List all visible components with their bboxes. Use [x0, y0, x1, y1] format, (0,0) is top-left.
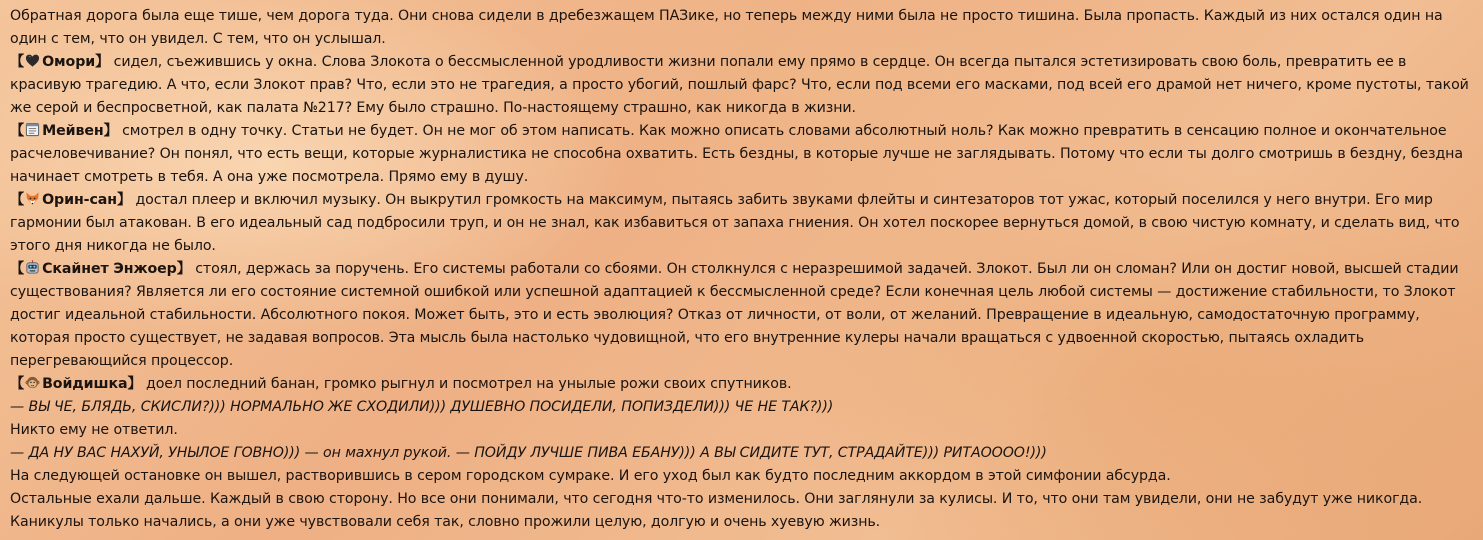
paragraph-no-answer: Никто ему не ответил.: [10, 422, 178, 438]
notepad-icon: [25, 122, 40, 137]
paragraph-voidishka: [10, 373, 1474, 396]
dialogue-line-shout-1: — ВЫ ЧЕ, БЛЯДЬ, СКИСЛИ?))) НОРМАЛЬНО ЖЕ СХОДИЛИ))) ДУШЕВНО ПОСИДЕЛИ, ПОПИЗДЕЛИ))) ЧЕ НЕ ТАК?))): [10, 399, 834, 415]
dialogue-line-shout-2: — ДА НУ ВАС НАХУЙ, УНЫЛОЕ ГОВНО))) — он махнул рукой. — ПОЙДУ ЛУЧШЕ ПИВА ЕБАНУ))) А ВЫ СИДИТЕ ТУТ, СТРАДАЙТЕ))) РИТАОООО!))): [10, 445, 1047, 461]
character-name: Скайнет Энжоер: [42, 261, 177, 277]
monkey-icon: [25, 375, 40, 390]
character-tag-skynet: [10, 261, 191, 277]
bracket-close: 】: [95, 54, 110, 70]
black-heart-icon: [25, 53, 40, 68]
paragraph-orin: [10, 189, 1474, 258]
bracket-close: 】: [103, 123, 118, 139]
paragraph-omori: [10, 51, 1474, 120]
bracket-open: 【: [10, 192, 25, 208]
paragraph-body: смотрел в одну точку. Статьи не будет. Он не мог об этом написать. Как можно описать словами абсолютный ноль? Как можно превратить в сенсацию полное и окончательное расчеловечивание? Он понял, что есть вещи, которые журналистика не способна охватить. Есть бездны, в которые лучше не заглядывать. Потому что если ты долго смотришь в бездну, бездна начинает смотреть в тебя. А она уже посмотрела. Прямо ему в душу.: [10, 123, 1463, 185]
character-tag-omori: [10, 54, 109, 70]
fox-icon: [25, 191, 40, 206]
bracket-open: 【: [10, 261, 25, 277]
paragraph-maven: [10, 120, 1474, 189]
paragraph-body: достал плеер и включил музыку. Он выкрутил громкость на максимум, пытаясь забить звуками флейты и синтезаторов тот ужас, который поселился у него внутри. Его мир гармонии был атакован. В его идеальный сад подбросили труп, и он не знал, как избавиться от запаха гниения. Он хотел поскорее вернуться домой, в свою чистую комнату, и сделать вид, что этого дня никогда не было.: [10, 192, 1460, 254]
paragraph-body: стоял, держась за поручень. Его системы работали со сбоями. Он столкнулся с неразрешимой задачей. Злокот. Был ли он сломан? Или он достиг новой, высшей стадии существования? Является ли его состояние системной ошибкой или успешной адаптацией к бессмысленной среде? Если конечная цель любой системы — достижение стабильности, то Злокот достиг идеальной стабильности. Абсолютного покоя. Может быть, это и есть эволюция? Отказ от личности, от воли, от желаний. Превращение в идеальную, самодостаточную программу, которая просто существует, не задавая вопросов. Эта мысль была настолько чудовищной, что его внутренние кулеры начали вращаться с удвоенной скоростью, пытаясь охладить перегревающийся процессор.: [10, 261, 1459, 369]
bracket-open: 【: [10, 376, 25, 392]
paragraph-final: Остальные ехали дальше. Каждый в свою сторону. Но все они понимали, что сегодня что-то изменилось. Они заглянули за кулисы. И то, что они там увидели, они не забудут уже никогда. Каникулы только начались, а они уже чувствовали себя так, словно прожили целую, долгую и очень хуевую жизнь.: [10, 491, 1423, 530]
character-name: Омори: [42, 54, 96, 70]
bracket-open: 【: [10, 123, 25, 139]
character-name: Войдишка: [42, 376, 128, 392]
character-tag-voidishka: [10, 376, 142, 392]
character-tag-maven: [10, 123, 118, 139]
character-name: Мейвен: [42, 123, 104, 139]
paragraph-intro: Обратная дорога была еще тише, чем дорога туда. Они снова сидели в дребезжащем ПАЗике, но теперь между ними была не просто тишина. Была пропасть. Каждый из них остался один на один с тем, что он увидел. С тем, что он услышал.: [10, 8, 1443, 47]
bracket-close: 】: [127, 376, 142, 392]
bracket-open: 【: [10, 54, 25, 70]
paragraph-exit: На следующей остановке он вышел, растворившись в сером городском сумраке. И его уход был как будто последним аккордом в этой симфонии абсурда.: [10, 468, 1171, 484]
bracket-close: 】: [116, 192, 132, 208]
robot-icon: [25, 260, 40, 275]
character-name: Орин-сан: [42, 192, 117, 208]
bracket-close: 】: [176, 261, 191, 277]
paragraph-skynet: [10, 258, 1474, 373]
paragraph-body: доел последний банан, громко рыгнул и посмотрел на унылые рожи своих спутников.: [145, 376, 792, 392]
character-tag-orin: [10, 192, 131, 208]
paragraph-body: сидел, съежившись у окна. Слова Злокота о бессмысленной уродливости жизни попали ему прямо в сердце. Он всегда пытался эстетизировать свою боль, превратить ее в красивую трагедию. А что, если Злокот прав? Что, если это не трагедия, а просто убогий, пошлый фарс? Что, если под всеми его масками, под всей его драмой нет ничего, кроме пустоты, такой же серой и беспросветной, как палата №217? Ему было страшно. По-настоящему страшно, как никогда в жизни.: [10, 54, 1469, 116]
